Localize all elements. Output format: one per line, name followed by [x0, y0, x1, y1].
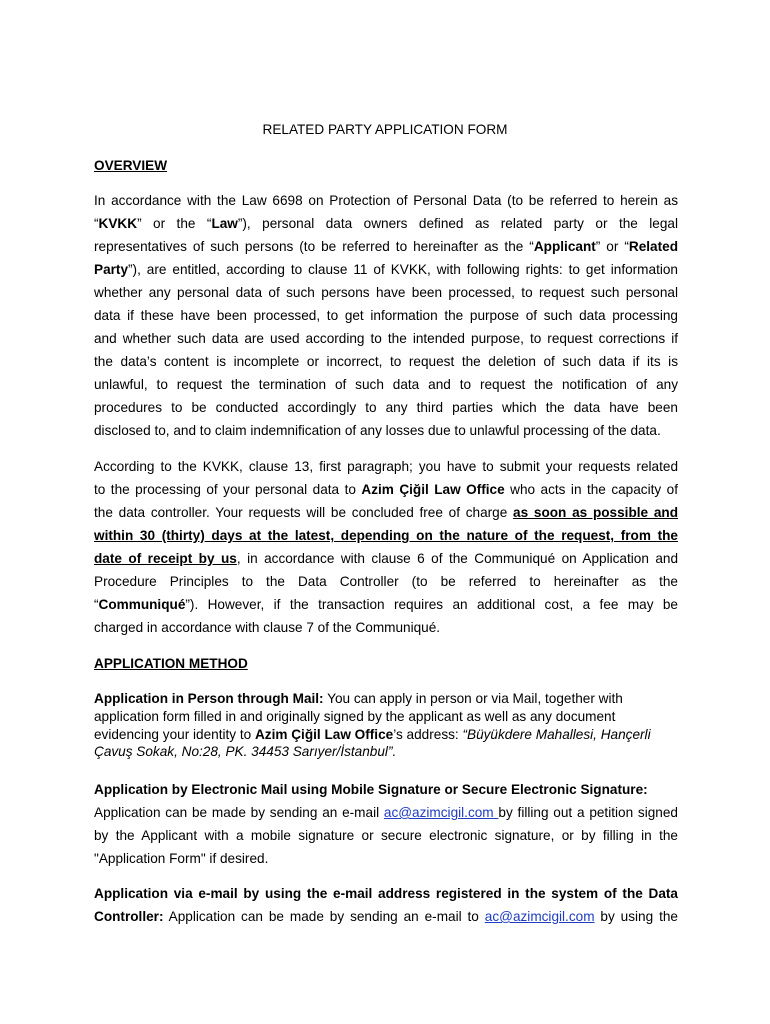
- text-line: Çavuş Sokak, No:28, PK. 34453 Sarıyer/İstanbul”.: [94, 744, 397, 760]
- text-line: disclosed to, and to claim indemnification of any losses due to unlawful processing of the data.: [94, 423, 661, 438]
- text-line: the data’s content is incomplete or incorrect, to request the deletion of such data if its is: [94, 354, 678, 369]
- document-title: RELATED PARTY APPLICATION FORM: [262, 122, 508, 137]
- email-link[interactable]: ac@azimcigil.com: [484, 909, 595, 924]
- overview-heading: OVERVIEW: [94, 158, 168, 173]
- text-line: In accordance with the Law 6698 on Protection of Personal Data (to be referred to herein as: [94, 193, 678, 208]
- text-line: Party”), are entitled, according to clause 11 of KVKK, with following rights: to get information: [94, 262, 678, 277]
- text-line: Application can be made by sending an e-mail ac@azimcigil.com by filling out a petition signed: [94, 805, 678, 820]
- text-line: date of receipt by us, in accordance with clause 6 of the Communiqué on Application and: [94, 551, 678, 566]
- text-line: and whether such data are used according to the intended purpose, to request corrections if: [94, 331, 678, 346]
- text-line: charged in accordance with clause 7 of the Communiqué.: [94, 620, 441, 635]
- application-registered-email-paragraph: [94, 882, 678, 928]
- text-line: unlawful, to request the termination of such data and to request the notification of any: [94, 377, 678, 392]
- text-line: According to the KVKK, clause 13, first paragraph; you have to submit your requests related: [94, 459, 678, 474]
- text-line: “Communiqué”). However, if the transaction requires an additional cost, a fee may be: [94, 597, 678, 612]
- text-line: evidencing your identity to Azim Çiğil Law Office’s address: “Büyükdere Mahallesi, Hançerli: [94, 726, 651, 742]
- text-line: Controller: Application can be made by sending an e-mail to ac@azimcigil.com by using the: [94, 909, 678, 924]
- overview-paragraph-2: [94, 455, 678, 639]
- text-line: the data controller. Your requests will be concluded free of charge as soon as possible and: [94, 505, 678, 520]
- text-line: "Application Form" if desired.: [94, 851, 269, 866]
- text-line: “KVKK” or the “Law”), personal data owners defined as related party or the legal: [94, 216, 679, 231]
- text-line: to the processing of your personal data to Azim Çiğil Law Office who acts in the capacity of: [94, 482, 678, 497]
- text-line: representatives of such persons (to be referred to hereinafter as the “Applicant” or “Related: [94, 239, 678, 254]
- overview-paragraph-1: [94, 189, 678, 442]
- text-line: Application in Person through Mail: You can apply in person or via Mail, together with: [94, 691, 623, 706]
- application-electronic-signature-paragraph: [94, 778, 678, 870]
- email-link[interactable]: ac@azimcigil.com: [383, 805, 499, 820]
- text-line: application form filled in and originally signed by the applicant as well as any document: [94, 708, 616, 724]
- text-line: by the Applicant with a mobile signature or secure electronic signature, or by filling in the: [94, 828, 678, 843]
- text-line: whether any personal data of such persons have been processed, to request such personal: [94, 285, 678, 300]
- application-in-person-paragraph: [94, 690, 678, 761]
- text-line: within 30 (thirty) days at the latest, depending on the nature of the request, from the: [94, 528, 678, 543]
- text-line: Application via e-mail by using the e-mail address registered in the system of the Data: [94, 886, 678, 901]
- text-line: Procedure Principles to the Data Controller (to be referred to hereinafter as the: [94, 574, 678, 589]
- text-line: Application by Electronic Mail using Mobile Signature or Secure Electronic Signature:: [94, 782, 648, 797]
- application-method-heading: APPLICATION METHOD: [94, 656, 248, 671]
- text-line: data if these have been processed, to get information the purpose of such data processing: [94, 308, 678, 323]
- text-line: procedures to be conducted accordingly to any third parties which the data have been: [94, 400, 678, 415]
